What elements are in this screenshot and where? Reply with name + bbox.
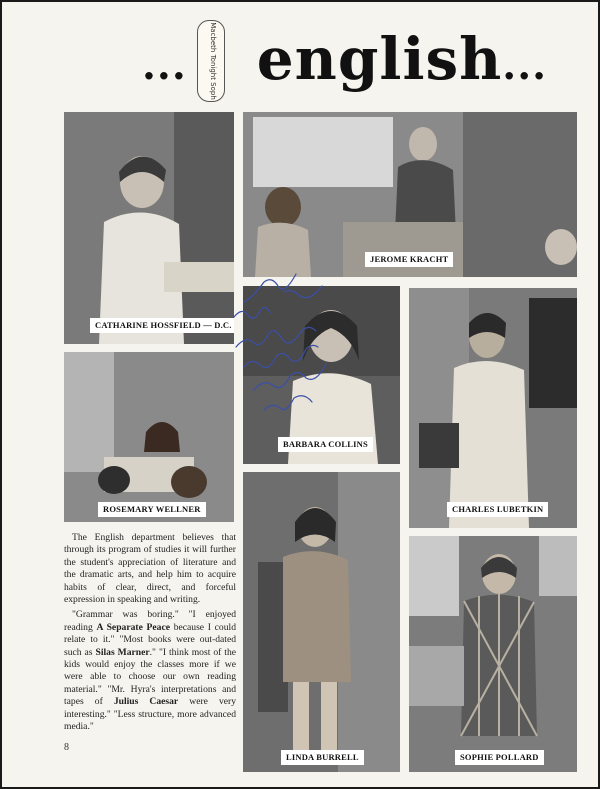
caption-burrell: LINDA BURRELL <box>281 750 364 765</box>
photo-pollard <box>409 536 577 772</box>
caption-hossfield: CATHARINE HOSSFIELD — D.C. <box>90 318 234 333</box>
student-quotes <box>64 609 236 733</box>
quote-part-2: because I could relate to it." "Most books were out-dated such as <box>64 621 236 658</box>
photo-lubetkin-image <box>409 288 577 528</box>
photo-collins <box>243 286 400 464</box>
caption-kracht: JEROME KRACHT <box>365 252 453 267</box>
photo-wellner <box>64 352 234 522</box>
description-paragraph: The English department believes that through its program of studies it will further the student's appreciation of literature and the dramatic arts, and help him to acquire habits of clear, direct, and forceful expression in speaking and writing. <box>64 532 236 606</box>
photo-hossfield-image <box>64 112 234 344</box>
department-description <box>64 532 236 737</box>
quote-part-3: ." "I think most of the kids would enjoy the classes more if we were able to choose our own reading material." "Mr. Hyra's interpretations and tapes of <box>64 646 237 708</box>
title-dots-right: ... <box>502 42 548 89</box>
book-title-separate-peace: A Separate Peace <box>96 621 170 633</box>
macbeth-sticker <box>197 20 225 102</box>
title-word: english <box>256 25 503 93</box>
caption-wellner: ROSEMARY WELLNER <box>98 502 206 517</box>
photo-lubetkin <box>409 288 577 528</box>
caption-collins: BARBARA COLLINS <box>278 437 373 452</box>
book-title-julius-caesar: Julius Caesar <box>113 696 179 708</box>
photo-pollard-image <box>409 536 577 772</box>
photo-kracht <box>243 112 577 277</box>
sticker-text: Macbeth Tonight Soph <box>209 22 217 100</box>
photo-hossfield <box>64 112 234 344</box>
quote-part-1: "Grammar was boring." "I enjoyed reading <box>64 609 236 633</box>
photo-burrell-image <box>243 472 400 772</box>
photo-wellner-image <box>64 352 234 522</box>
caption-pollard: SOPHIE POLLARD <box>455 750 544 765</box>
book-title-silas-marner: Silas Marner <box>95 646 150 658</box>
caption-lubetkin: CHARLES LUBETKIN <box>447 502 548 517</box>
page-number: 8 <box>64 742 69 753</box>
title-dots-left: ... <box>142 42 187 89</box>
quote-part-4: were very interesting." "Less structure, more advanced media." <box>64 696 237 733</box>
page-title <box>142 24 548 94</box>
photo-burrell <box>243 472 400 772</box>
